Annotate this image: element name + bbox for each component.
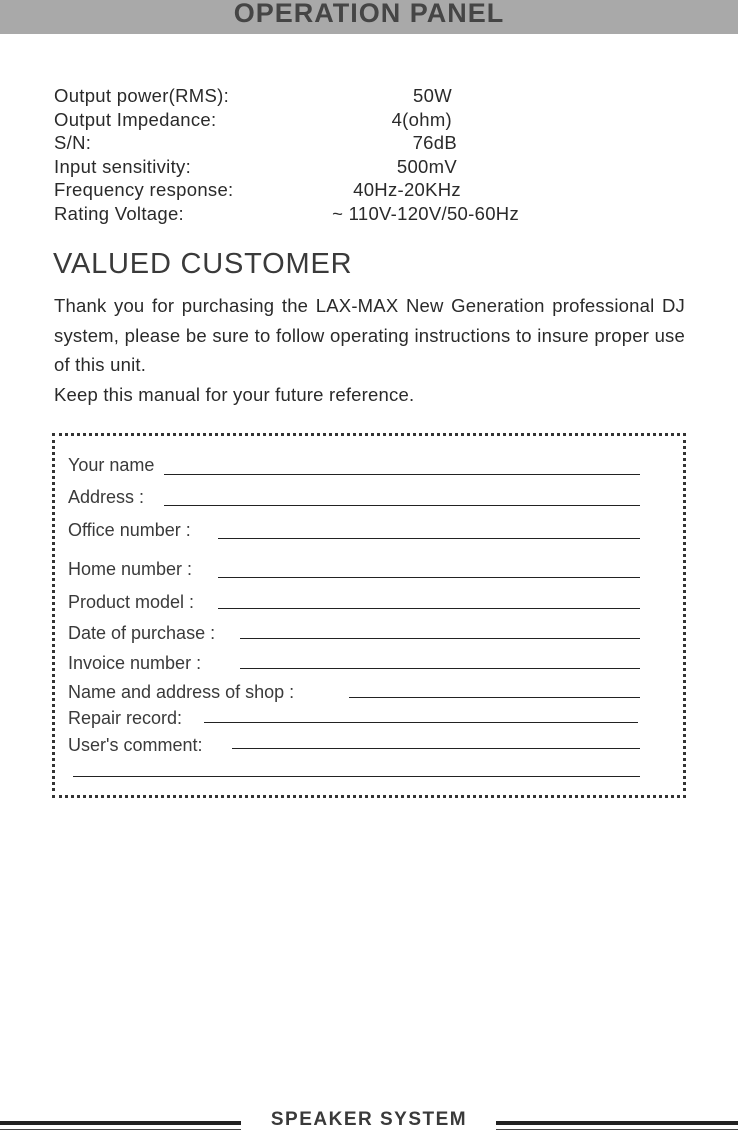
spec-value: 40Hz-20KHz: [353, 179, 461, 200]
address-line[interactable]: [164, 505, 640, 506]
office-number-line[interactable]: [218, 538, 640, 539]
spec-label: S/N:: [54, 132, 92, 153]
spec-value: ~ 110V-120V/50-60Hz: [332, 202, 519, 224]
spec-row-frequency-response: [54, 178, 614, 202]
spec-label: Input sensitivity:: [54, 155, 192, 177]
your-name-line[interactable]: [164, 474, 640, 475]
home-number-line[interactable]: [218, 577, 640, 578]
customer-heading: VALUED CUSTOMER: [53, 248, 353, 280]
users-comment-label: User's comment:: [68, 735, 203, 755]
shop-line[interactable]: [349, 697, 640, 698]
page-title: OPERATION PANEL: [233, 0, 505, 28]
spec-label: Output Impedance:: [54, 108, 217, 130]
intro-paragraph-reference: Keep this manual for your future reference.: [54, 383, 415, 405]
product-model-label: Product model :: [68, 592, 195, 612]
home-number-label: Home number :: [68, 559, 193, 579]
date-of-purchase-line[interactable]: [240, 638, 640, 639]
spec-label: Rating Voltage:: [54, 202, 184, 224]
extra-comment-line[interactable]: [73, 776, 640, 777]
spec-row-sn: [54, 131, 614, 155]
users-comment-line[interactable]: [232, 748, 640, 749]
spec-row-rating-voltage: [54, 202, 614, 226]
spec-row-input-sensitivity: [54, 155, 614, 179]
your-name-label: Your name: [68, 455, 155, 475]
spec-value: 4(ohm): [391, 108, 452, 130]
spec-list: [54, 84, 614, 225]
date-of-purchase-label: Date of purchase :: [68, 623, 216, 643]
spec-row-output-impedance: [54, 108, 614, 132]
repair-record-line[interactable]: [204, 722, 638, 723]
office-number-label: Office number :: [68, 520, 191, 540]
footer-title: SPEAKER SYSTEM: [270, 1109, 468, 1130]
intro-paragraph: Thank you for purchasing the LAX-MAX New Generation professional DJ system, please be sure to follow operating instructions to insure proper use of this unit.: [54, 295, 685, 375]
spec-row-output-power: [54, 84, 614, 108]
product-model-line[interactable]: [218, 608, 640, 609]
shop-label: Name and address of shop :: [68, 682, 295, 702]
customer-intro: [54, 291, 685, 409]
spec-value: 50W: [413, 85, 452, 106]
invoice-number-label: Invoice number :: [68, 653, 202, 673]
invoice-number-line[interactable]: [240, 668, 640, 669]
spec-value: 500mV: [396, 155, 457, 177]
spec-value: 76dB: [412, 132, 457, 153]
spec-label: Output power(RMS):: [54, 85, 230, 106]
address-label: Address :: [68, 487, 145, 507]
repair-record-label: Repair record:: [68, 708, 183, 728]
spec-label: Frequency response:: [54, 179, 234, 200]
